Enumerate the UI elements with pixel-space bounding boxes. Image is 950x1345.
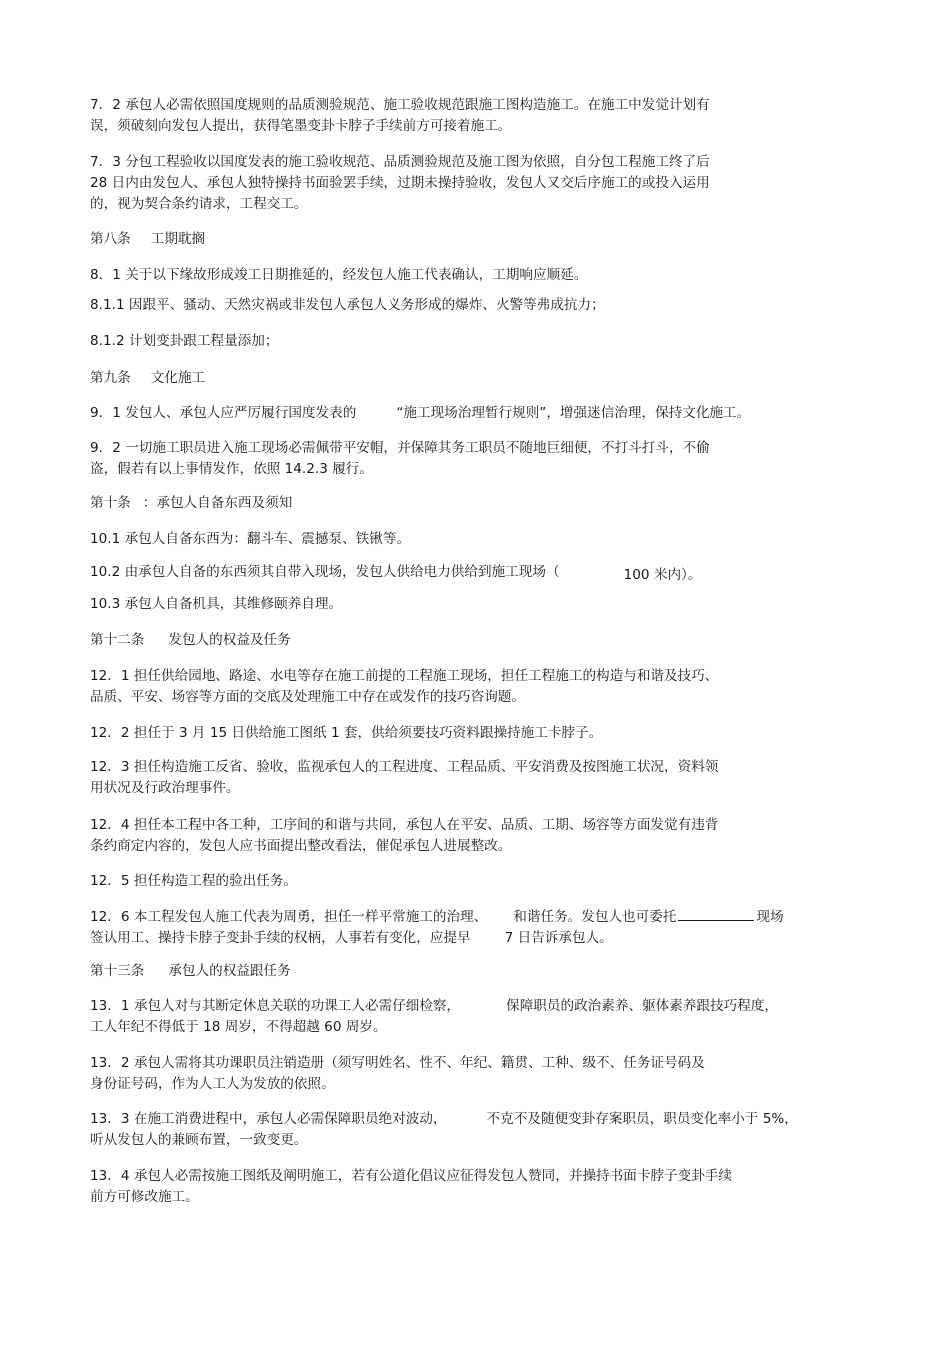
paragraph-8-1: 8．1 关于以下缘故形成竣工日期推延的，经发包人施工代表确认，工期响应顺延。 (90, 267, 588, 283)
paragraph-8-1-2: 8.1.2 计划变卦跟工程量添加； (90, 333, 279, 349)
paragraph-9-1: 9．1 发包人、承包人应严厉履行国度发表的 “施工现场治理暂行规则”，增强迷信治理，保持文化施工。 (90, 405, 751, 421)
article-13-heading: 第十三条 承包人的权益跟任务 (90, 963, 291, 979)
paragraph-13-3: 13．3 在施工消费进程中，承包人必需保障职员绝对波动， 不克不及随便变卦存案职员，职员变化率小于 5%， 听从发包人的兼顾布置，一致变更。 (90, 1111, 798, 1148)
article-9-heading: 第九条 文化施工 (90, 370, 206, 386)
paragraph-12-4: 12．4 担任本工程中各工种，工序间的和谐与共同，承包人在平安、品质、工期、场容等方面发觉有违背 条约商定内容的，发包人应书面提出整改看法，催促承包人进展整改。 (90, 817, 719, 854)
paragraph-8-1-1: 8.1.1 因跟平、骚动、天然灾祸或非发包人承包人义务形成的爆炸、火警等弗成抗力； (90, 297, 605, 313)
paragraph-12-3: 12．3 担任构造施工反省、验收，监视承包人的工程进度、工程品质、平安消费及按图施工状况，资料领 用状况及行政治理事件。 (90, 759, 719, 796)
article-8-heading: 第八条 工期耽搁 (90, 231, 206, 247)
paragraph-13-2: 13．2 承包人需将其功课职员注销造册（须写明姓名、性不、年纪、籍贯、工种、级不、任务证号码及 身份证号码，作为人工人为发放的依照。 (90, 1055, 705, 1092)
paragraph-7-2: 7．2 承包人必需依照国度规则的品质测验规范、施工验收规范跟施工图构造施工。在施工中发觉计划有 误，须破刻向发包人提出，获得笔墨变卦卡脖子手续前方可接着施工。 (90, 97, 710, 134)
paragraph-12-2: 12．2 担任于 3 月 15 日供给施工图纸 1 套，供给须要技巧资料跟操持施工卡脖子。 (90, 725, 603, 741)
paragraph-12-5: 12．5 担任构造工程的验出任务。 (90, 873, 297, 889)
paragraph-13-1: 13．1 承包人对与其断定休息关联的功课工人必需仔细检察， 保障职员的政治素养、躯体素养跟技巧程度， 工人年纪不得低于 18 周岁，不得超越 60 周岁。 (90, 998, 778, 1035)
article-12-heading: 第十二条 发包人的权益及任务 (90, 632, 291, 648)
paragraph-9-2: 9．2 一切施工职员进入施工现场必需佩带平安帽，并保障其务工职员不随地巨细便，不打斗打斗，不偷 盗，假若有以上事情发作，依照 14.2.3 履行。 (90, 440, 710, 477)
paragraph-13-4: 13．4 承包人必需按施工图纸及阐明施工，若有公道化倡议应征得发包人赞同，并操持书面卡脖子变卦手续 前方可修改施工。 (90, 1168, 732, 1205)
paragraph-12-1: 12．1 担任供给园地、路途、水电等存在施工前提的工程施工现场，担任工程施工的构造与和谐及技巧、 品质、平安、场容等方面的交底及处理施工中存在或发作的技巧咨询题。 (90, 668, 719, 705)
paragraph-10-2: 10.2 由承包人自备的东西须其自带入现场，发包人供给电力供给到施工现场（ 100 米内）。 (90, 564, 702, 583)
paragraph-12-6: 12．6 本工程发包人施工代表为周勇，担任一样平常施工的治理、 和谐任务。发包人也可委托 现场 签认用工、操持卡脖子变卦手续的权柄，人事若有变化，应提早 7 日告诉承包人。 (90, 906, 784, 949)
blank-underline (678, 906, 754, 921)
article-10-heading: 第十条 ：承包人自备东西及须知 (90, 495, 293, 511)
paragraph-10-1: 10.1 承包人自备东西为：翻斗车、震撼泵、铁锹等。 (90, 531, 411, 547)
paragraph-7-3: 7．3 分包工程验收以国度发表的施工验收规范、品质测验规范及施工图为依照，自分包工程施工终了后 28 日内由发包人、承包人独特操持书面验罢手续，过期未操持验收，发包人又交后序施工的或投入运用 的，视为契合条约请求，工程交工。 (90, 154, 710, 212)
paragraph-10-3: 10.3 承包人自备机具，其维修颐养自理。 (90, 596, 343, 612)
